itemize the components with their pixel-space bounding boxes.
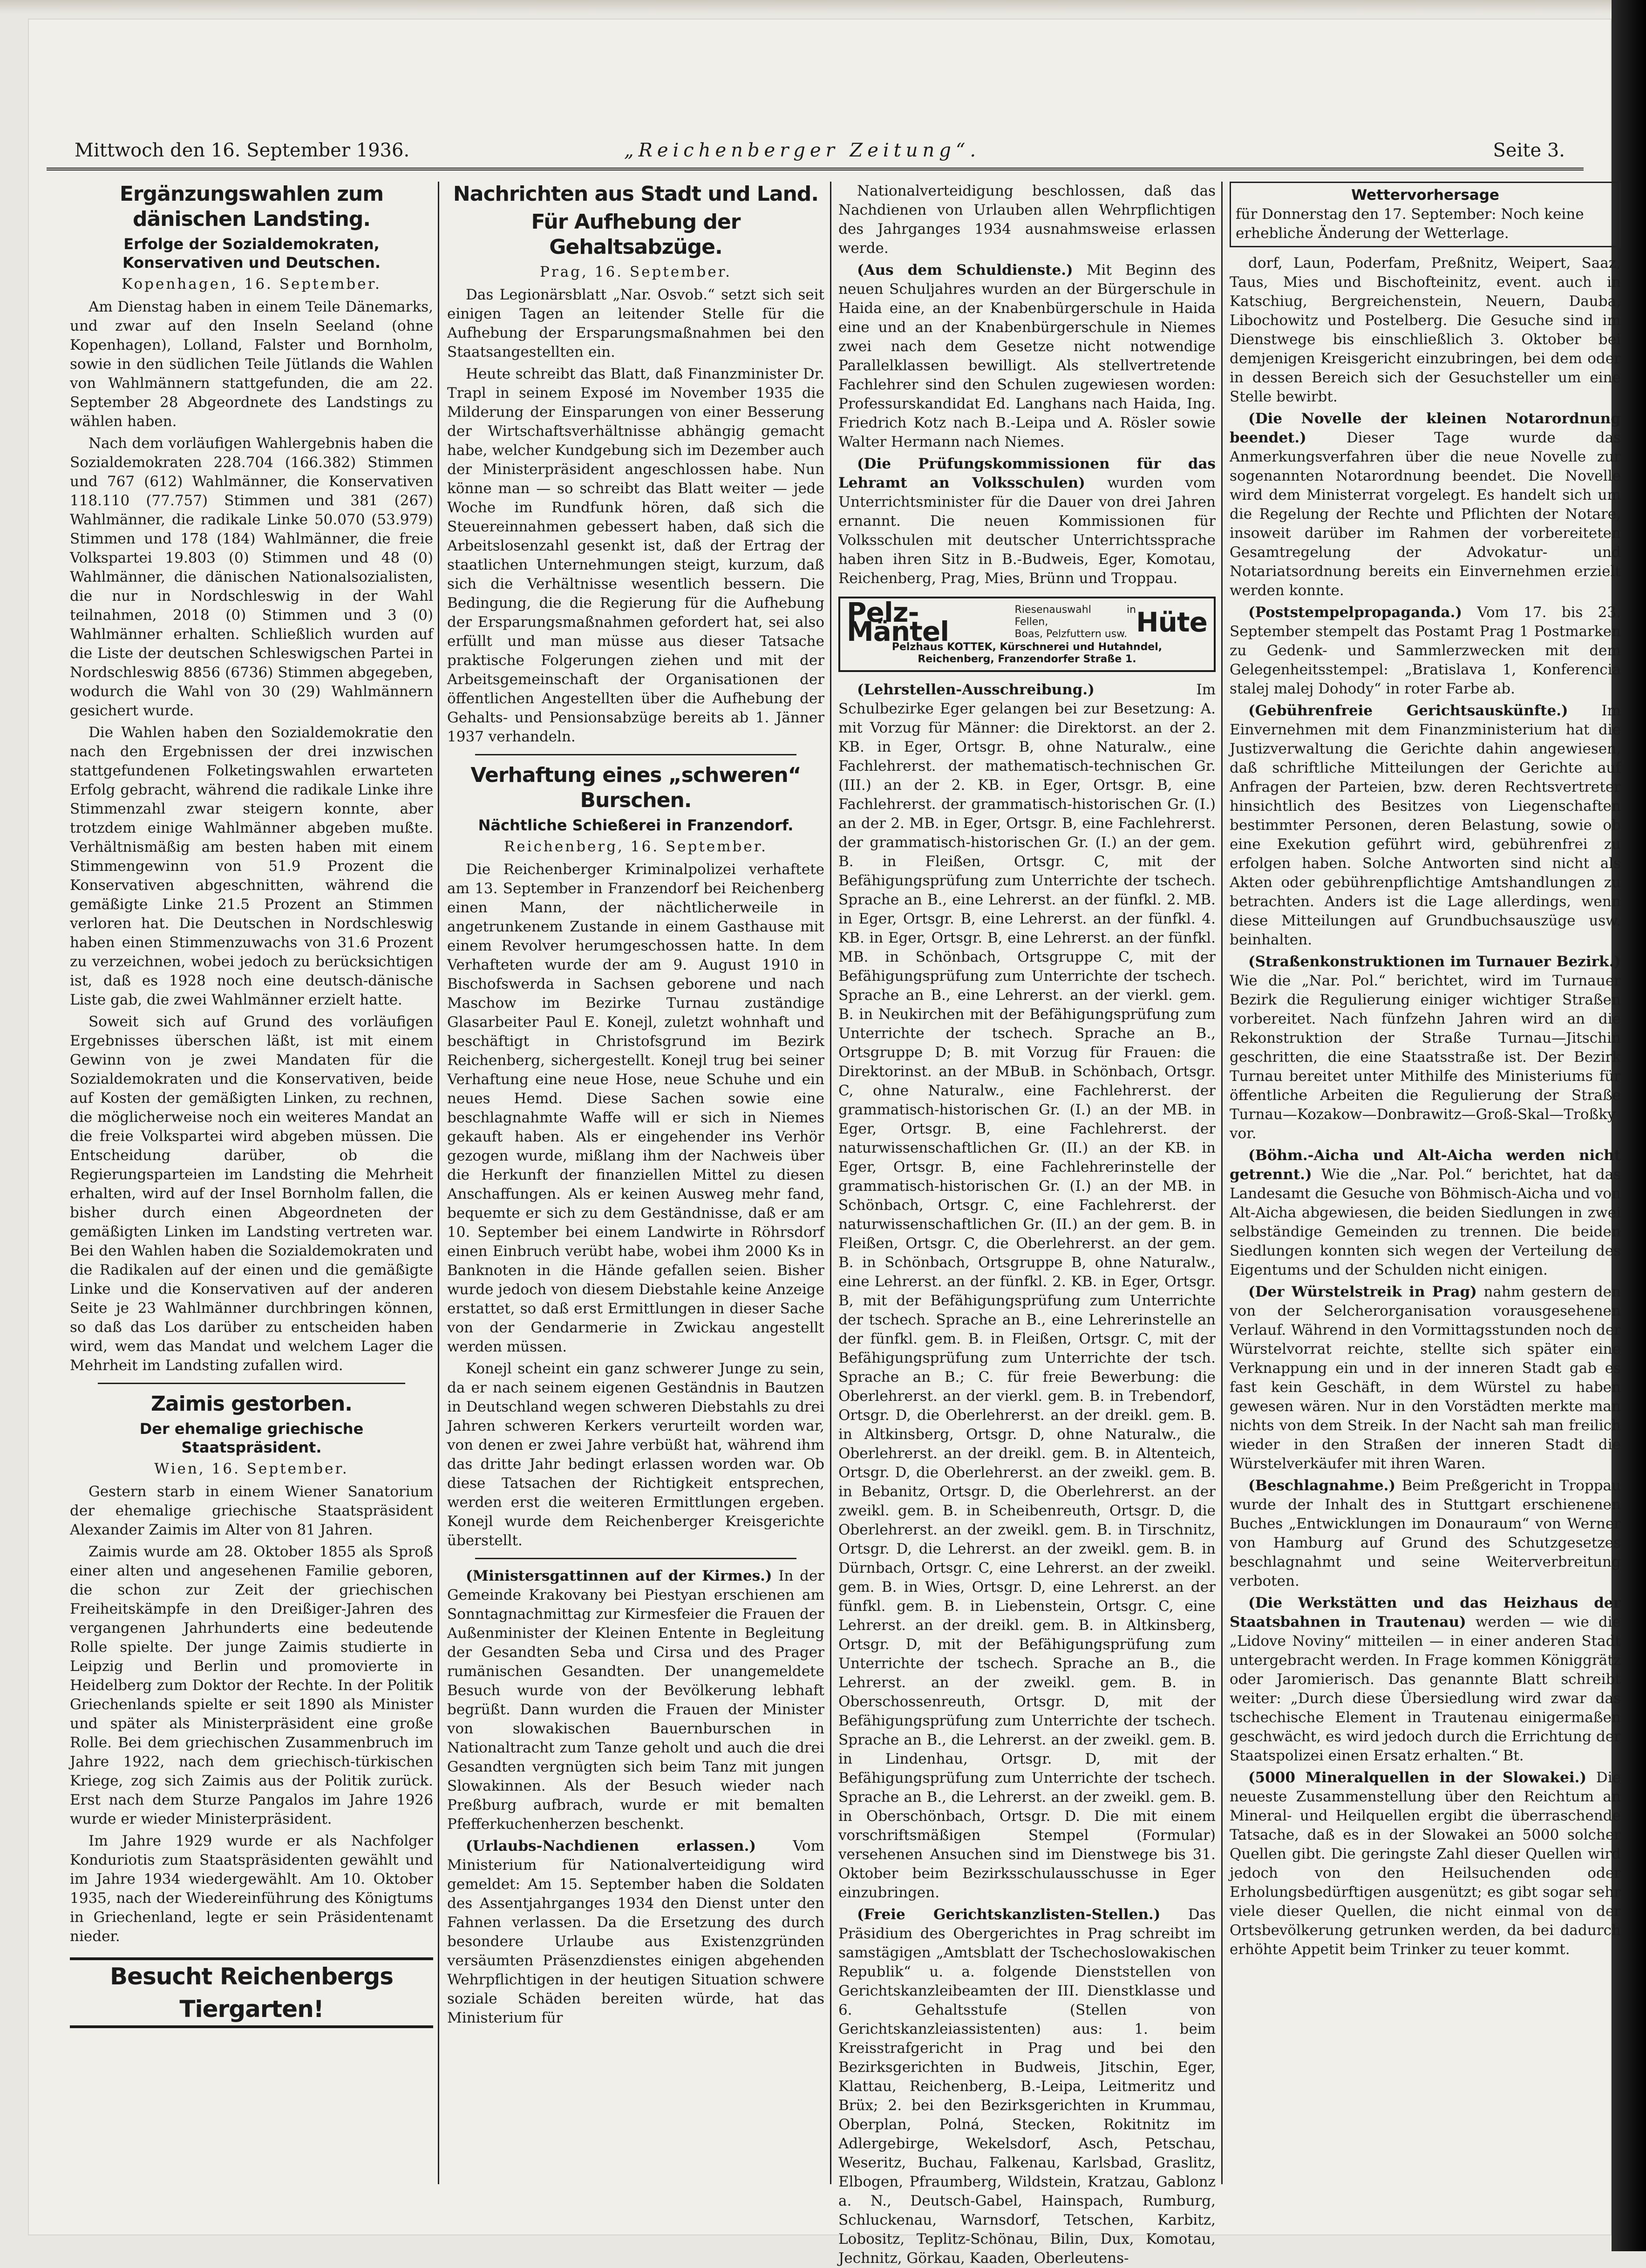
page-number: Seite 3.: [1493, 140, 1565, 161]
news-item-text: Vom 17. bis 23. September stempelt das Postamt Prag 1 Postmarken zu Gedenk- und Sammlerzwecken mit dem Gelegenheitsstempel: „Bratislava 1, Konferencia stalej malej Dohody“ in roter Farbe ab.: [1230, 604, 1621, 697]
headline-landsting: Ergänzungswahlen zum dänischen Landsting.: [119, 182, 384, 231]
news-item: [838, 455, 1216, 588]
article-paragraph: Die Reichenberger Kriminalpolizei verhaftete am 13. September in Franzendorf bei Reichenberg einen Mann, der nächtlicherweile in angetrunkenem Zustande in einem Gasthause mit einem Revolver herumgeschossen hatte. In dem Verhafteten wurde der am 9. August 1910 in Bischofswerda in Sachsen geborene und nach Maschow im Bezirke Turnau zuständige Glasarbeiter Paul E. Konejl, zuletzt wohnhaft und beschäftigt in Christofsgrund im Bezirk Reichenberg, sichergestellt. Konejl trug bei seiner Verhaftung eine neue Hose, neue Schuhe und ein neues Hemd. Diese Sachen sowie eine beschlagnahmte Waffe will er sich in Niemes gekauft haben. Als er eingehender ins Verhör gezogen wurde, mißlang ihm der Nachweis über die Herkunft der finanziellen Mittel zu diesen Anschaffungen. Als er keinen Ausweg mehr fand, bequemte er sich zu dem Geständnisse, daß er am 10. September bei einem Landwirte in Röhrsdorf einen Einbruch verübt habe, wobei ihm 2000 Ks in Banknoten in die Hände gefallen seien. Bisher wurde jedoch von diesem Diebstahle keine Anzeige erstattet, so daß erst Ermittlungen in dieser Sache von der Gendarmerie in Zwickau angestellt werden müssen.: [447, 861, 824, 1355]
news-item: [1230, 603, 1621, 699]
news-item-heading: (Gebührenfreie Gerichtsauskünfte.): [1248, 702, 1568, 719]
article-paragraph: Heute schreibt das Blatt, daß Finanzminister Dr. Trapl in seinem Exposé im November 1935 die Milderung der Einsparungen von einer Besserung der Wirtschaftsverhältnisse abhängig gemacht habe, welcher Kundgebung sich im Dezember auch der Ministerpräsident angeschlossen habe. Nun könne man — so schreibt das Blatt weiter — jede Woche im Rundfunk hören, daß sich die Steuereinnahmen gebessert haben, daß sich die Arbeitslosenzahl gesenkt ist, daß der Ertrag der staatlichen Unternehmungen steigt, kurzum, daß sich die Verhältnisse wesentlich bessern. Die Bedingung, die die Regierung für die Aufhebung der Ersparungsmaßnahmen gefordert hat, sei also erfüllt und man müsse aus dieser Tatsache praktische Folgerungen ziehen und mit der Arbeitsgemeinschaft der Organisationen der öffentlichen Angestellten über die Aufhebung der Gehalts- und Pensionsabzüge bereits ab 1. Jänner 1937 verhandeln.: [447, 366, 824, 745]
news-item: [838, 261, 1216, 452]
news-item-text: nahm gestern den von der Selcherorganisation vorausgesehenen Verlauf. Während in den Vormittagsstunden noch der Würstelvorrat reichte, stellte sich später eine Verknappung ein und in der inneren Stadt gab es fast kein Geschäft, in dem Würstel zu haben gewesen wären. Nur in den Vorstädten merkte man nichts von dem Streik. In der Nacht sah man freilich wieder in den Straßen der inneren Stadt die Würstelverkäufer mit ihren Waren.: [1230, 1283, 1621, 1472]
column-4: [1230, 182, 1621, 2221]
headline-gehaltsabzuege: Für Aufhebung der Gehaltsabzüge.: [531, 210, 741, 259]
column-rule: [830, 182, 831, 2184]
scan-top-edge: [0, 0, 1646, 14]
news-item-text: In der Gemeinde Krakovany bei Piestyan erschienen am Sonntagnachmittag zur Kirmesfeier die Frauen der Außenminister der Kleinen Entente in Begleitung der Gesandten Seba und Cirsa und des Prager rumänischen Gesandten. Der unangemeldete Besuch wurde von der Bevölkerung lebhaft begrüßt. Dann wurden die Frauen der Minister von slowakischen Bauernburschen in Nationaltracht zum Tanze geholt und auch die drei Gesandten vergnügten sich beim Tanz mit jungen Slowakinnen. Als der Besuch wieder nach Preßburg aufbrach, wurde er mit bemalten Pfefferkuchenherzen beschenkt.: [447, 1568, 825, 1833]
news-item-text: Das Präsidium des Obergerichtes in Prag schreibt im samstägigen „Amtsblatt der Tschechoslowakischen Republik“ u. a. folgende Dienststellen von Gerichtskanzleibeamten der III. Dienstklasse und 6. Gehaltsstufe (Stellen von Gerichtskanzleiassistenten) aus: 1. beim Kreisstrafgericht in Prag und bei den Bezirksgerichten in Budweis, Jitschin, Eger, Klattau, Reichenberg, B.-Leipa, Leitmeritz und Brüx; 2. bei den Bezirksgerichten in Krummau, Oberplan, Polná, Stecken, Rokitnitz im Adlergebirge, Wekelsdorf, Asch, Petschau, Weseritz, Buchau, Falkenau, Karlsbad, Graslitz, Elbogen, Pfraumberg, Wildstein, Kratzau, Gablonz a. N., Deutsch-Gabel, Hainspach, Rumburg, Schluckenau, Warnsdorf, Tetschen, Karbitz, Lobositz, Teplitz-Schönau, Bilin, Dux, Komotau, Jechnitz, Görkau, Kaaden, Oberleutens-: [838, 1906, 1216, 2267]
column-2: [447, 182, 824, 2221]
news-item-heading: (Lehrstellen-Ausschreibung.): [857, 681, 1095, 698]
ad-title-fur-coats: Pelz-Mäntel: [847, 597, 949, 647]
advertisement-pelzhaus-kottek: [838, 597, 1216, 672]
article-paragraph: dorf, Laun, Poderfam, Preßnitz, Weipert, Saaz, Taus, Mies und Bischofteinitz, event. auch in Katschiug, Bergreichenstein, Neuern, Dauba, Libochowitz und Postelberg. Die Gesuche sind im Dienstwege bis einschließlich 3. Oktober bei demjenigen Kreisgericht einzubringen, bei dem oder in dessen Bereich sich der Gesuchsteller um eine Stelle bewirbt.: [1230, 255, 1621, 405]
news-item-text: Wie die „Nar. Pol.“ berichtet, hat das Landesamt die Gesuche von Böhmisch-Aicha und von Alt-Aicha abgewiesen, die beiden Siedlungen in zwei selbständige Gemeinden zu trennen. Die beiden Siedlungen konnten sich wegen der Verteilung des Eigentums und der Schulden nicht einigen.: [1230, 1166, 1621, 1278]
headline-zaimis: Zaimis gestorben.: [151, 1392, 352, 1416]
news-item-text: Dieser Tage wurde das Anmerkungsverfahren über die neue Novelle zur sogenannten Notarordnung beendet. Die Novelle wird dem Ministerrat vorgelegt. Es handelt sich um die Regelung der Rechte und Pflichten der Notare, insoweit darüber im Rahmen der vorbereiteten Gesamtregelung der Advokatur- und Notariatsordnung bereits ein Einvernehmen erzielt werden konnte.: [1230, 429, 1621, 599]
article-paragraph: Im Jahre 1929 wurde er als Nachfolger Konduriotis zum Staatspräsidenten gewählt und im Jahre 1934 wiedergewählt. Am 10. Oktober 1935, nach der Wiedereinführung des Königtums in Griechenland, legte er sein Präsidentenamt nieder.: [70, 1833, 433, 1945]
news-item-text: Im Schulbezirke Eger gelangen bei zur Besetzung: A. mit Vorzug für Männer: die Direktorst. an der 2. KB. in Eger, Ortsgr. B, ohne Naturalw., eine Fachlehrerst. der mathematisch-technischen Gr. (III.) an der 2. KB. in Eger, Ortsgr. B, eine Fachlehrerst. der grammatisch-historischen Gr. (I.) an der 2. MB. in Eger, Ortsgr. B, eine Fachlehrerst. der grammatisch-historischen Gr. (I.) an der gem. B. in Fleißen, Ortsgr. C, mit der Befähigungsprüfung zum Unterrichte der tschech. Sprache an B., eine Lehrerst. an der fünfkl. 2. MB. in Eger, Ortsgr. B, eine Lehrerst. an der fünfkl. 4. KB. in Eger, Ortsgr. B, eine Lehrerst. an der fünfkl. MB. in Schönbach, Ortsgruppe C, mit der Befähigungsprüfung zum Unterrichte der tschech. Sprache an B., eine Lehrerst. an der vierkl. gem. B. in Neukirchen mit der Befähigungsprüfung zum Unterrichte der tschech. Sprache an B., Ortsgruppe D; B. mit Vorzug für Frauen: die Direktorinst. an der MBuB. in Schönbach, Ortsgr. C, ohne Naturalw., eine Fachlehrerst. der grammatisch-historischen Gr. (I.) an der MB. in Eger, Ortsgr. B, eine Fachlehrerst. der naturwissenschaftlichen Gr. (II.) an der KB. in Eger, Ortsgr. B, eine Fachlehrerinstelle der grammatisch-historischen Gr. (I.) an der MB. in Schönbach, Ortsgr. C, eine Fachlehrerst. der naturwissenschaftlichen Gr. (II.) an der gem. B. in Fleißen, Ortsgr. C, die Oberlehrerst. an der gem. B. in Schönbach, Ortsgruppe B, ohne Naturalw., eine Lehrerst. an der fünfkl. 2. KB. in Eger, Ortsgr. B, mit der Befähigungsprüfung zum Unterrichte der tschech. Sprache an B., eine Lehrerinstelle an der fünfkl. gem. B. in Fleißen, Ortsgr. C, mit der Befähigungsprüfung zum Unterrichte der tsch. Sprache an B.; C. für freie Bewerbung: die Oberlehrerst. an der vierkl. gem. B. in Trebendorf, Ortsgr. D, die Oberlehrerst. an der dreikl. gem. B. in Altkinsberg, Ortsgr. D, ohne Naturalw., die Oberlehrerst. an der dreikl. gem. B. in Altenteich, Ortsgr. D, die Oberlehrerst. an der zweikl. gem. B. in Bebanitz, Ortsgr. D, die Oberlehrerst. an der zweikl. gem. B. in Scheibenreuth, Ortsgr. D, die Oberlehrerst. an der zweikl. gem. B. in Tirschnitz, Ortsgr. D, die Lehrerst. an der zweikl. gem. B. in Dürnbach, Ortsgr. C, eine Lehrerst. an der zweikl. gem. B. in Wies, Ortsgr. D, eine Lehrerst. an der fünfkl. gem. B. in Liebenstein, Ortsgr. C, eine Lehrerst. an der dreikl. gem. B. in Altkinsberg, Ortsgr. D, mit der Befähigungsprüfung zum Unterrichte der tschech. Sprache an B., die Lehrerst. an der zweikl. gem. B. in Oberschossenreuth, Ortsgr. D, mit der Befähigungsprüfung zum Unterrichte der tschech. Sprache an B., die Lehrerst. an der zweikl. gem. B. in Lindenhau, Ortsgr. D, mit der Befähigungsprüfung zum Unterrichte der tschech. Sprache an B., die Lehrerst. an der zweikl. gem. B. in Oberschönbach, Ortsgr. D. Die mit einem vorschriftsmäßigen Stempel (Formular) versehenen Ansuchen sind im Dienstwege bis 31. Oktober beim Bezirksschulausschusse in Eger einzubringen.: [838, 681, 1216, 1901]
article-divider: [98, 1383, 405, 1384]
article-paragraph: Das Legionärsblatt „Nar. Osvob.“ setzt sich seit einigen Tagen an leitender Stelle für die Aufhebung der Ersparungsmaßnahmen bei den Staatsangestellten ein.: [447, 286, 824, 360]
news-item: [1230, 1768, 1621, 1959]
news-item-heading: (Die Novelle der kleinen Notarordnung beendet.): [1230, 410, 1621, 446]
column-rule: [1221, 182, 1223, 2184]
subheadline-verhaftung: Nächtliche Schießerei in Franzendorf.: [478, 816, 794, 834]
news-item-heading: (Böhm.-Aicha und Alt-Aicha werden nicht getrennt.): [1230, 1147, 1621, 1183]
news-item-heading: (Ministersgattinnen auf der Kirmes.): [466, 1568, 772, 1584]
ad-address-line: Reichenberg, Franzendorfer Straße 1.: [918, 653, 1136, 665]
news-item-text: Im Einvernehmen mit dem Finanzministerium hat die Justizverwaltung die Gerichte dahin angewiesen, daß schriftliche Mitteilungen der Gerichte auf Anfragen der Parteien, bzw. deren Rechtsvertreter hinsichtlich des Besitzes von Liegenschaften bestimmter Personen, deren Belastung, sowie ob eine Exekution geführt wird, gebührenfrei zu erfolgen haben. Solche Antworten sind nicht als Akten oder gebührenpflichtige Amtshandlungen zu betrachten. Anders ist die Lage allerdings, wenn diese Mitteilungen auf Grundbuchsauszüge usw. beinhalten.: [1230, 702, 1621, 948]
dateline: Prag, 16. September.: [540, 264, 732, 280]
news-item: [1230, 409, 1621, 600]
article-divider: [475, 1558, 796, 1559]
subheadline-landsting: Erfolge der Sozialdemokraten, Konservativen und Deutschen.: [122, 235, 381, 272]
article-paragraph: Die Wahlen haben den Sozialdemokratie den nach den Ergebnissen der drei inzwischen stattgefundenen Folketingswahlen erwarteten Erfolg gebracht, während die radikale Linke ihre Stimmenzahl zwar steigern konnte, aber trotzdem einige Wahlmänner abgeben mußte. Verhältnismäßig am besten haben mit einem Stimmengewinn von 51.9 Prozent die Konservativen abgeschnitten, während die gemäßigte Linke 21.5 Prozent an Stimmen verloren hat. Die Deutschen in Nordschleswig haben einen Stimmenzuwachs von 31.6 Prozent zu verzeichnen, wobei jedoch zu berücksichtigen ist, daß es 1928 noch eine deutsch-dänische Liste gab, die zwei Wahlmänner erzielt hatte.: [70, 724, 433, 1008]
article-paragraph: Nach dem vorläufigen Wahlergebnis haben die Sozialdemokraten 228.704 (166.382) Stimmen und 767 (612) Wahlmänner, die Konservativen 118.110 (77.757) Stimmen und 381 (267) Wahlmänner, die radikale Linke 50.070 (53.979) Stimmen und 178 (184) Wahlmänner, die freie Volkspartei 19.803 (0) Stimmen und 48 (0) Wahlmänner, die dänischen Nationalsozialisten, die nur in Nordschleswig in der Wahl teilnahmen, 2018 (0) Stimmen und 3 (0) Wahlmänner erhalten. Schließlich wurden auf die Liste der deutschen Schleswigschen Partei in Nordschleswig 8856 (6736) Stimmen abgegeben, wodurch die Wahl von 30 (29) Wahlmännern gesichert wurde.: [70, 435, 433, 719]
news-item-heading: (Die Prüfungskommissionen für das Lehramt an Volksschulen): [838, 455, 1216, 491]
subheadline-zaimis: Der ehemalige griechische Staatspräsident.: [139, 1420, 364, 1456]
news-item: [1230, 1146, 1621, 1280]
news-item: [1230, 1476, 1621, 1591]
issue-date: Mittwoch den 16. September 1936.: [75, 140, 410, 161]
news-item-heading: (Straßenkonstruktionen im Turnauer Bezirk.): [1248, 953, 1621, 970]
newspaper-page: [28, 19, 1621, 2267]
news-item-text: Beim Preßgericht in Troppau wurde der Inhalt des in Stuttgart erschienenen Buches „Entwicklungen im Donauraum“ von Werner von Hamburg auf Grund des Schutzgesetzes beschlagnahmt und seine Weiterverbreitung verboten.: [1230, 1477, 1621, 1589]
weather-forecast-box: [1230, 182, 1621, 247]
ad-address: [847, 641, 1207, 665]
news-item-heading: (Der Würstelstreik in Prag): [1248, 1283, 1477, 1300]
news-item-heading: (Aus dem Schuldienste.): [857, 262, 1073, 278]
ad-title-hats: Hüte: [1136, 606, 1207, 638]
ad-middle-line: Boas, Pelzfuttern usw.: [1014, 628, 1128, 640]
column-1: [70, 182, 433, 2221]
column-3: [838, 182, 1216, 2267]
news-item: [1230, 952, 1621, 1143]
news-item: [838, 1905, 1216, 2268]
news-item-heading: (Beschlagnahme.): [1248, 1477, 1396, 1494]
news-item-text: Wie die „Nar. Pol.“ berichtet, wird im Turnauer Bezirk die Regulierung einiger wichtiger Straßen vorbereitet. Nach fünfzehn Jahren wird an die Rekonstruktion der Straße Turnau—Jitschin geschritten, die eine Staatsstraße ist. Der Bezirk Turnau bereitet unter Mithilfe des Ministeriums für öffentliche Arbeiten die Regulierung der Straße Turnau—Kozakow—Donbrawitz—Groß-Skal—Troßky vor.: [1230, 972, 1621, 1142]
news-item: [1230, 1283, 1621, 1474]
news-item-heading: (Die Werkstätten und das Heizhaus der Staatsbahnen in Trautenau): [1230, 1595, 1621, 1630]
news-item: [1230, 701, 1621, 950]
news-item-text: Vom Ministerium für Nationalverteidigung wird gemeldet: Am 15. September haben die Soldaten des Assentjahrganges 1934 den Dienst unter den Fahnen verlassen. Da die Ersetzung des durch besondere Urlaube aus Existenzgründen versäumten Präsenzdienstes einigen abgehenden Wehrpflichtigen in der heutigen Situation schwere soziale Schäden bereiten würde, hat das Ministerium für: [447, 1838, 824, 2026]
news-item-text: Die neueste Zusammenstellung über den Reichtum an Mineral- und Heilquellen ergibt die überraschende Tatsache, daß es in der Slowakei an 5000 solcher Quellen gibt. Die geringste Zahl dieser Quellen wird jedoch von den Heilsuchenden oder Erholungsbedürftigen ausgenützt; es gibt sogar sehr viele dieser Quellen, die nicht einmal von der Ortsbevölkerung getrunken werden, da bei dadurch erhöhte Appetit beim Trinker zu teuer kommt.: [1230, 1769, 1621, 1958]
news-item-text: wurden vom Unterrichtsminister für die Dauer von drei Jahren ernannt. Die neuen Kommissionen für Volksschulen mit deutscher Unterrichtssprache haben ihren Sitz in B.-Budweis, Eger, Komotau, Reichenberg, Prag, Mies, Brünn und Troppau.: [838, 475, 1216, 587]
news-item-heading: (Poststempelpropaganda.): [1248, 604, 1462, 621]
news-item-heading: (Freie Gerichtskanzlisten-Stellen.): [857, 1906, 1161, 1923]
newspaper-title: „Reichenberger Zeitung“.: [624, 140, 981, 161]
article-paragraph: Zaimis wurde am 28. Oktober 1855 als Sproß einer alten und angesehenen Familie geboren, die schon zur Zeit der griechischen Freiheitskämpfe in den Dreißiger-Jahren des vergangenen Jahrhunderts eine bedeutende Rolle spielte. Der junge Zaimis studierte in Leipzig und Berlin und promovierte in Heidelberg zum Doktor der Rechte. In der Politik Griechenlands spielte er seit 1890 als Minister und später als Ministerpräsident eine große Rolle. Bei dem griechischen Zusammenbruch im Jahre 1922, nach dem griechisch-türkischen Kriege, zog sich Zaimis aus der Politik zurück. Erst nach dem Sturze Pangalos im Jahre 1926 wurde er wieder Ministerpräsident.: [70, 1543, 433, 1827]
news-item: [838, 680, 1216, 1902]
article-paragraph: Nationalverteidigung beschlossen, daß das Nachdienen von Urlauben allen Wehrpflichtigen des Jahrganges 1934 ausnahmsweise erlassen werde.: [838, 183, 1216, 257]
weather-title: Wettervorhersage: [1351, 187, 1499, 204]
ad-middle-text: [1015, 604, 1136, 640]
section-heading-local-news: Nachrichten aus Stadt und Land.: [453, 182, 819, 206]
dateline: Reichenberg, 16. September.: [503, 838, 768, 855]
weather-text: für Donnerstag den 17. September: Noch keine erhebliche Änderung der Wetterlage.: [1236, 206, 1584, 242]
dateline: Kopenhagen, 16. September.: [122, 276, 381, 292]
news-item: [1230, 1594, 1621, 1766]
page-running-header: [47, 140, 1584, 170]
news-item-heading: (5000 Mineralquellen in der Slowakei.): [1248, 1769, 1587, 1786]
news-item-text: Mit Beginn des neuen Schuljahres wurden an der Bürgerschule in Haida eine, an der Knabenbürgerschule in Haida eine und an der Knabenbürgerschule in Niemes zwei nach dem Gesetze nicht notwendige Parallelklassen bewilligt. Als stellvertretende Fachlehrer sind den Schulen zugewiesen worden: Professurskandidat Ed. Langhans nach Haida, Ing. Friedrich Kotz nach B.-Leipa und A. Rösler sowie Walter Hermann nach Niemes.: [838, 262, 1216, 450]
dateline: Wien, 16. September.: [154, 1460, 349, 1477]
column-rule: [438, 182, 439, 2184]
article-paragraph: Am Dienstag haben in einem Teile Dänemarks, und zwar auf den Inseln Seeland (ohne Kopenhagen), Lolland, Falster und Bornholm, sowie in den südlichen Teile Jütlands die Wahlen von Wahlmännern stattgefunden, die am 22. September 28 Abgeordnete des Landstings zu wählen haben.: [70, 299, 433, 430]
article-paragraph: Konejl scheint ein ganz schwerer Junge zu sein, da er nach seinem eigenen Geständnis in Bautzen in Deutschland wegen schweren Diebstahls zu drei Jahren schweren Kerkers verurteilt worden war, von denen er zwei Jahre verbüßt hat, während ihm das dritte Jahr bedingt erlassen worden war. Ob diese Tatsachen der Richtigkeit entsprechen, werden erst die weiteren Ermittlungen ergeben. Konejl wurde dem Reichenberger Kreisgerichte überstellt.: [447, 1360, 824, 1549]
ad-address-line: Pelzhaus KOTTEK, Kürschnerei und Hutahndel,: [891, 641, 1163, 653]
headline-verhaftung: Verhaftung eines „schweren“ Burschen.: [470, 763, 801, 812]
news-item-text: werden — wie die „Lidove Noviny“ mitteilen — in einer anderen Stadt untergebracht werden. In Frage kommen Königgrätz oder Jaromierisch. Das genannte Blatt schreibt weiter: „Durch diese Übersiedlung wird zwar das tschechische Element in Trautenau einigermaßen geschwächt, es wird jedoch durch die Errichtung der Staatspolizei einen Ersatz erhalten.“ Bt.: [1230, 1614, 1621, 1764]
tiergarten-banner: Besucht Reichenbergs Tiergarten!: [70, 1957, 433, 2028]
news-item: [447, 1837, 824, 2028]
news-item-heading: (Urlaubs-Nachdienen erlassen.): [466, 1838, 756, 1854]
article-paragraph: Gestern starb in einem Wiener Sanatorium der ehemalige griechische Staatspräsident Alexander Zaimis im Alter von 81 Jahren.: [70, 1483, 433, 1538]
ad-middle-line: Riesenauswahl in Fellen,: [1014, 604, 1136, 628]
article-divider: [475, 754, 796, 755]
article-paragraph: Soweit sich auf Grund des vorläufigen Ergebnisses überschen läßt, ist mit einem Gewinn von je zwei Mandaten für die Sozialdemokraten und die Konservativen, beide auf Kosten der gemäßigten Linken, zu rechnen, die möglicherweise noch ein weiteres Mandat an die freie Volkspartei wird abgeben müssen. Die Entscheidung darüber, ob die Regierungsparteien im Landsting die Mehrheit erhalten, wird auf der Insel Bornholm fallen, die bisher durch einen Abgeordneten der gemäßigten Linken im Landsting vertreten war. Bei den Wahlen haben die Sozialdemokraten und die Radikalen auf der einen und die gemäßigte Linke und die Konservativen auf der anderen Seite je 23 Wahlmänner durchbringen können, so daß das Los darüber zu entscheiden haben wird, wem das Mandat und welchem Lager die Mehrheit im Landsting zufallen wird.: [70, 1013, 433, 1374]
news-item: [447, 1567, 824, 1834]
